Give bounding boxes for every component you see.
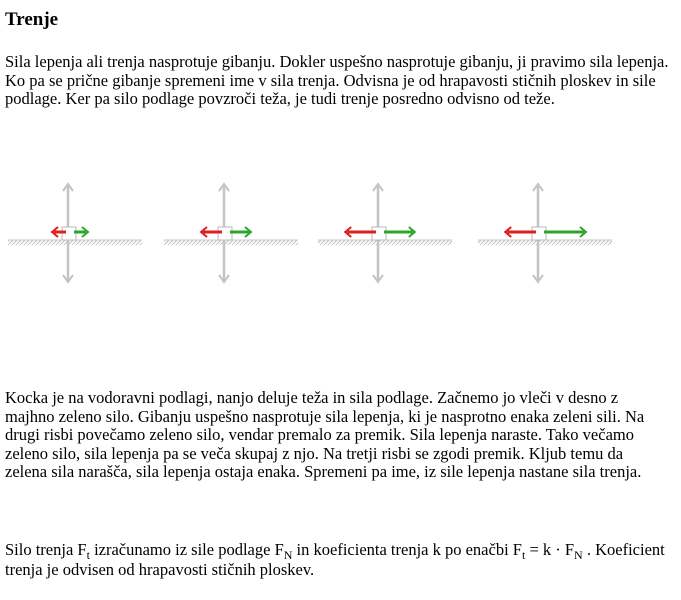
figure-panel-4: [478, 184, 612, 282]
friction-figure: [5, 180, 625, 286]
figure-panel-2: [164, 184, 298, 282]
subscript-t: t: [86, 548, 90, 562]
pulling-force-arrow: [544, 227, 586, 237]
pulling-force-arrow: [230, 227, 251, 237]
figure-panel-3: [318, 184, 452, 282]
subscript-n-2: N: [574, 548, 583, 562]
formula-text-2: izračunamo iz sile podlage F: [89, 540, 284, 559]
ground: [164, 240, 298, 245]
subscript-t-2: t: [521, 548, 526, 562]
figure-panel-1: [8, 184, 142, 282]
pulling-force-arrow: [384, 227, 415, 237]
formula-paragraph: [5, 540, 669, 580]
ground: [478, 240, 612, 245]
formula-text-1: Silo trenja F: [5, 540, 87, 559]
formula-text-5: . Koeficient trenja je odvisen od hrapavosti stičnih ploskev.: [5, 540, 665, 579]
ground: [8, 240, 142, 245]
friction-force-arrow: [345, 227, 376, 237]
formula-text-4: = k · F: [525, 540, 575, 559]
formula-text-3: in koeficienta trenja k po enačbi F: [292, 540, 522, 559]
page-title: Trenje: [5, 9, 59, 30]
explanation-paragraph: Kocka je na vodoravni podlagi, nanjo deluje teža in sila podlage. Začnemo jo vleči v desno z majhno zeleno silo. Gibanju uspešno nasprotuje sila lepenja, ki je nasprotno enaka zeleni sili. Na drugi risbi povečamo zeleno silo, vendar premalo za premik. Sila lepenja naraste. Tako večamo zeleno silo, sila lepenja pa se veča skupaj z njo. Na tretji risbi se zgodi premik. Kljub temu da zelena sila narašča, sila lepenja ostaja enaka. Spremeni pa ime, iz sile lepenja nastane sila trenja.: [5, 388, 645, 481]
ground: [318, 240, 452, 245]
friction-force-arrow: [505, 227, 536, 237]
intro-paragraph: Sila lepenja ali trenja nasprotuje gibanju. Dokler uspešno nasprotuje gibanju, ji pravimo sila lepenja. Ko pa se prične gibanje spremeni ime v sila trenja. Odvisna je od hrapavosti stičnih ploskev in sile podlage. Ker pa silo podlage povzroči teža, je tudi trenje posredno odvisno od teže.: [5, 52, 669, 108]
subscript-n: N: [283, 548, 293, 562]
